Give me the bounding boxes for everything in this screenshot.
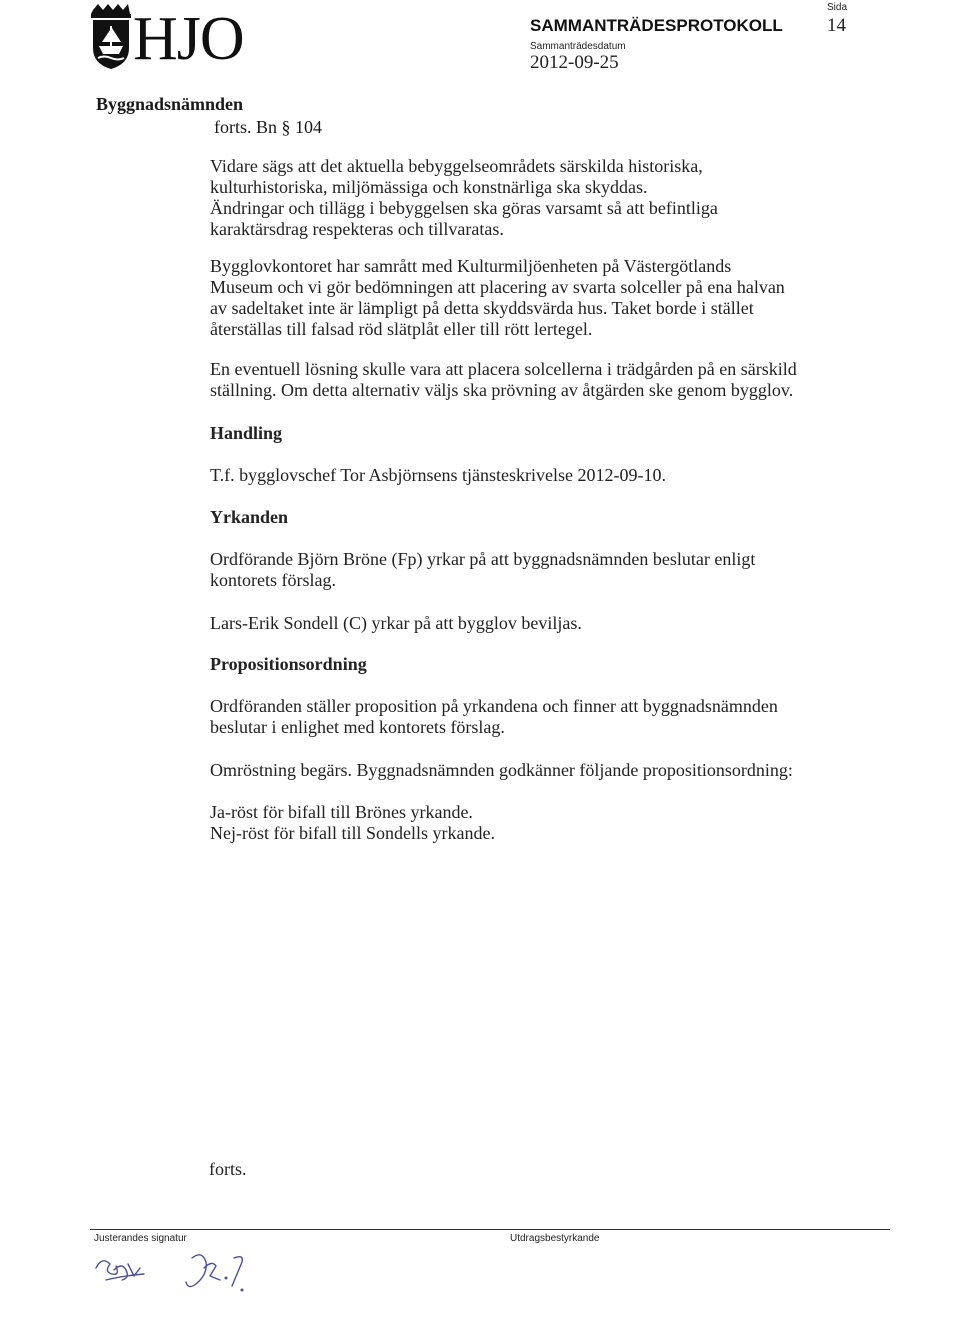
extract-label: Utdragsbestyrkande (510, 1233, 600, 1244)
paragraph-text: Bygglovkontoret har samrått med Kulturmiljöenheten på Västergötlands Museum och vi gör bedömningen att placering av svarta solceller på ena halvan av sadeltaket inte är lämpligt på detta skyddsvärda hus. Taket borde i stället återställas till falsad röd slätplåt eller till rött lertegel. (210, 256, 785, 339)
date-label: Sammanträdesdatum (530, 41, 626, 52)
document-type: SAMMANTRÄDESPROTOKOLL (530, 16, 783, 35)
paragraph-vote (210, 760, 850, 781)
heading-handling: Handling (210, 423, 283, 443)
handwritten-signature (92, 1240, 262, 1302)
paragraph-proposition (210, 696, 850, 738)
paragraph-consultation (210, 256, 850, 340)
paragraph-motion-brone (210, 549, 850, 591)
signature-icon (92, 1240, 262, 1302)
paragraph-text: Lars-Erik Sondell (C) yrkar på att bygglov beviljas. (210, 613, 582, 633)
paragraph-text: Omröstning begärs. Byggnadsnämnden godkänner följande propositionsordning: (210, 760, 793, 780)
committee-name: Byggnadsnämnden (96, 94, 244, 114)
heading-propositionsordning: Propositionsordning (210, 654, 367, 674)
paragraph-text: En eventuell lösning skulle vara att placera solcellerna i trädgården på en särskild ställning. Om detta alternativ väljs ska prövning av åtgärden ske genom bygglov. (210, 359, 797, 400)
footer-divider (90, 1229, 890, 1230)
paragraph-text: T.f. bygglovschef Tor Asbjörnsens tjänsteskrivelse 2012-09-10. (210, 465, 667, 485)
municipality-name: HJO (133, 5, 244, 73)
paragraph-text: Ja-röst för bifall till Brönes yrkande. Nej-röst för bifall till Sondells yrkande. (210, 802, 495, 843)
paragraph-text: Vidare sägs att det aktuella bebyggelseområdets särskilda historiska, kulturhistoriska, miljömässiga och konstnärliga ska skyddas. Ändringar och tillägg i bebyggelsen ska göras varsamt så att befintliga karaktärsdrag respekteras och tillvaratas. (210, 156, 718, 239)
continued-marker: forts. (209, 1159, 247, 1179)
municipality-logo (90, 4, 255, 74)
paragraph-motion-sondell (210, 613, 850, 634)
page-label: Sida (827, 2, 848, 13)
section-reference: forts. Bn § 104 (214, 117, 322, 137)
paragraph-heritage (210, 156, 850, 240)
heading-yrkanden: Yrkanden (210, 507, 289, 527)
signature-label: Justerandes signatur (94, 1233, 187, 1244)
meeting-date: 2012-09-25 (530, 52, 619, 73)
paragraph-vote-options (210, 802, 850, 844)
coat-of-arms-icon (90, 4, 132, 70)
paragraph-text: Ordförande Björn Bröne (Fp) yrkar på att byggnadsnämnden beslutar enligt kontorets förslag. (210, 549, 756, 590)
paragraph-handling (210, 465, 850, 486)
paragraph-alternative (210, 359, 850, 401)
paragraph-text: Ordföranden ställer proposition på yrkandena och finner att byggnadsnämnden beslutar i enlighet med kontorets förslag. (210, 696, 778, 737)
page-number: 14 (827, 15, 846, 36)
